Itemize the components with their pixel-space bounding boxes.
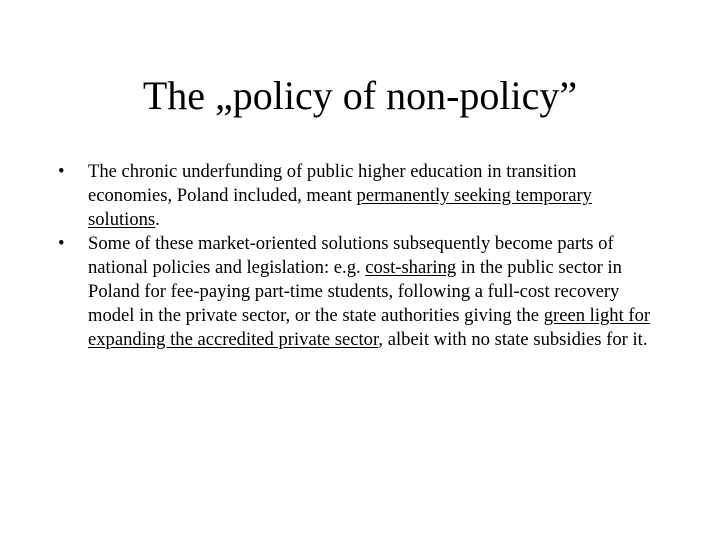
bullet-item-2 bbox=[58, 232, 658, 352]
text-segment: . bbox=[155, 209, 160, 230]
bullet-list bbox=[58, 160, 658, 352]
bullet-item-1 bbox=[58, 160, 658, 232]
bullet-icon: • bbox=[58, 233, 65, 254]
bullet-icon: • bbox=[58, 161, 65, 182]
underlined-phrase: green light for expanding the accredited private sector bbox=[88, 305, 651, 350]
bullet-text-2 bbox=[88, 233, 650, 350]
text-segment: in the public sector in Poland for fee-paying part-time students, following a full-cost recovery model in the private sector, or the state authorities giving the bbox=[88, 257, 622, 326]
underlined-phrase: cost-sharing bbox=[365, 257, 457, 278]
slide-title: The „policy of non-policy” bbox=[142, 73, 578, 118]
underlined-phrase: permanently seeking temporary solutions bbox=[88, 185, 592, 230]
text-segment: Some of these market-oriented solutions subsequently become parts of national policies and legislation: e.g. bbox=[88, 233, 614, 278]
text-segment: , albeit with no state subsidies for it. bbox=[378, 329, 648, 350]
bullet-text-1 bbox=[88, 161, 592, 230]
text-segment: The chronic underfunding of public higher education in transition economies, Poland included, meant bbox=[88, 161, 577, 206]
